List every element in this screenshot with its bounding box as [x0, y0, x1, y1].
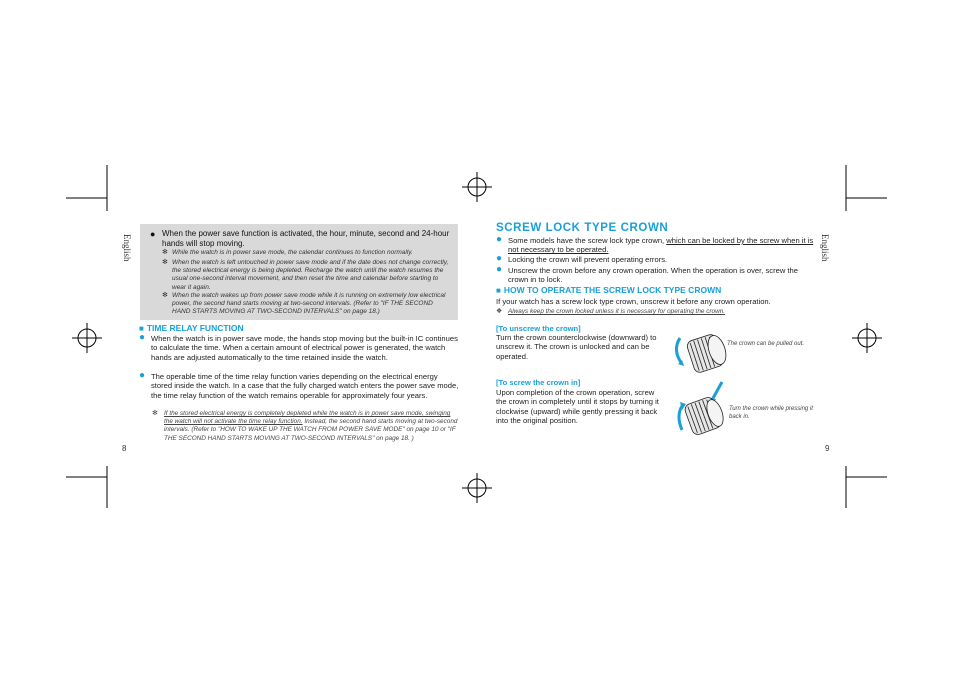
screw-in-text: Upon completion of the crown operation, screw the crown in completely until it stops by turning it clockwise (upward) while gently pressing it back into the original position. [496, 388, 659, 425]
square-bullet-icon: ■ [496, 286, 501, 295]
bullet-icon: ● [150, 229, 156, 239]
unscrew-text: Turn the crown counterclockwise (downward) to unscrew it. The crown is unlocked and can be operated. [496, 333, 657, 361]
how-to-text: If your watch has a screw lock type crown, unscrew it before any crown operation. [496, 297, 771, 306]
note-star-icon: ✻ [162, 249, 168, 256]
note-item: ✻ When the watch wakes up from power save mode while it is running on extremely low electrical power, the second hand starts moving at two-second intervals. (Refer to "IF THE SECOND HAND STARTS MOVING AT TWO-SECOND INTERVALS" on page 18.) [162, 292, 446, 316]
crown-screw-in-illustration [674, 378, 732, 440]
blue-bullet-icon: ● [496, 234, 503, 245]
blue-bullet-icon: ● [496, 253, 503, 264]
diamond-icon: ❖ [496, 308, 503, 315]
note-star-icon: ✻ [152, 410, 158, 417]
screw-lock-bullet: ● Locking the crown will prevent operating errors. [496, 253, 668, 264]
square-bullet-icon: ■ [139, 324, 144, 333]
unscrew-caption: The crown can be pulled out. [727, 341, 805, 347]
blue-bullet-icon: ● [496, 264, 503, 275]
screw-in-caption: Turn the crown while pressing it back in. [729, 406, 813, 420]
screw-lock-title: SCREW LOCK TYPE CROWN [496, 222, 669, 234]
right-page-number: 9 [825, 444, 830, 453]
how-to-note: ❖ Always keep the crown locked unless it is necessary for operating the crown. [496, 308, 726, 315]
blue-bullet-icon: ● [139, 332, 146, 343]
note-star-icon: ✻ [162, 292, 168, 299]
note-star-icon: ✻ [162, 259, 168, 266]
screw-lock-bullet: ● Unscrew the crown before any crown operation. When the operation is over, screw the crown in to lock. [496, 264, 798, 285]
note-item: ✻ When the watch is left untouched in power save mode and if the date does not change correctly, the stored electrical energy is being depleted. Recharge the watch until the watch resumes the usual one-second interval movement, and then reset the time and calendar before starting to wear it again. [162, 259, 449, 291]
screw-in-heading: [To screw the crown in] [496, 378, 581, 387]
power-save-main-text: ● When the power save function is activated, the hour, minute, second and 24-hour hands will stop moving. [150, 229, 450, 248]
note-item: ✻ While the watch is in power save mode, the calendar continues to function normally. [162, 249, 413, 256]
crown-unscrew-illustration [670, 328, 728, 378]
time-relay-note: ✻ If the stored electrical energy is completely depleted while the watch is in power save mode, swinging the watch will not activate the time relay function. Instead, the second hand starts moving at two-second intervals. (Refer to "HOW TO WAKE UP THE WATCH FROM POWER SAVE MODE" on page 10 or "IF THE SECOND HAND STARTS MOVING AT TWO-SECOND INTERVALS" on page 18. ) [152, 410, 458, 442]
time-relay-heading: ■ TIME RELAY FUNCTION [139, 323, 244, 333]
left-page-number: 8 [122, 444, 127, 453]
screw-lock-bullet: ● Some models have the screw lock type crown, which can be locked by the screw when it is not necessary to be operated. [496, 234, 814, 255]
left-language-label: English [122, 234, 132, 262]
how-to-heading: ■ HOW TO OPERATE THE SCREW LOCK TYPE CROWN [496, 285, 722, 295]
blue-bullet-icon: ● [139, 370, 146, 381]
unscrew-heading: [To unscrew the crown] [496, 324, 581, 333]
time-relay-bullet: ● When the watch is in power save mode, the hands stop moving but the built-in IC continues to calculate the time. When a certain amount of electrical power is generated, the watch hands are adjusted automatically to the time retained inside the watch. [139, 332, 458, 362]
right-language-label: English [820, 234, 830, 262]
time-relay-bullet: ● The operable time of the time relay function varies depending on the electrical energy stored inside the watch. In a case that the fully charged watch enters the power save mode, the time relay function of the watch remains operable for approximately four years. [139, 370, 459, 400]
